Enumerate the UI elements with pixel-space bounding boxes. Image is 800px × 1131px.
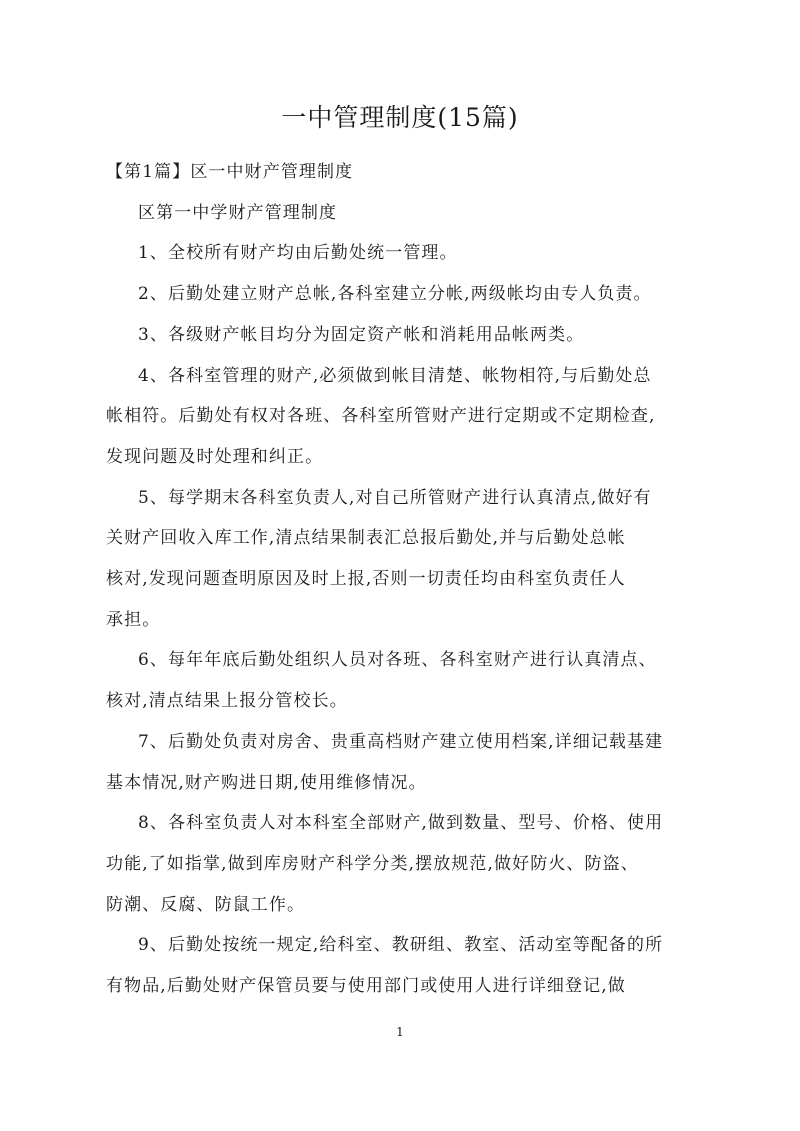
paragraph-line: 发现问题及时处理和纠正。 <box>106 446 324 467</box>
paragraph-line: 4、各科室管理的财产,必须做到帐目清楚、帐物相符,与后勤处总 <box>138 365 652 386</box>
paragraph-line: 6、每年年底后勤处组织人员对各班、各科室财产进行认真清点、 <box>138 650 657 671</box>
paragraph-line: 核对,发现问题查明原因及时上报,否则一切责任均由科室负责任人 <box>106 569 626 590</box>
paragraph-line: 承担。 <box>106 609 161 630</box>
document-body <box>106 152 696 1007</box>
paragraph-line: 2、后勤处建立财产总帐,各科室建立分帐,两级帐均由专人负责。 <box>138 284 652 305</box>
paragraph-line: 8、各科室负责人对本科室全部财产,做到数量、型号、价格、使用 <box>138 813 664 834</box>
paragraph-line: 区第一中学财产管理制度 <box>138 202 338 223</box>
paragraph-line: 5、每学期末各科室负责人,对自己所管财产进行认真清点,做好有 <box>138 487 652 508</box>
paragraph-line: 1、全校所有财产均由后勤处统一管理。 <box>138 243 458 264</box>
paragraph-line: 关财产回收入库工作,清点结果制表汇总报后勤处,并与后勤处总帐 <box>106 528 626 549</box>
paragraph-line: 核对,清点结果上报分管校长。 <box>106 691 348 712</box>
paragraph-line: 7、后勤处负责对房舍、贵重高档财产建立使用档案,详细记载基建 <box>138 731 664 752</box>
paragraph-line: 3、各级财产帐目均分为固定资产帐和消耗用品帐两类。 <box>138 324 585 345</box>
paragraph-line: 有物品,后勤处财产保管员要与使用部门或使用人进行详细登记,做 <box>106 976 626 997</box>
page-number: 1 <box>396 1025 404 1039</box>
paragraph-line: 基本情况,财产购进日期,使用维修情况。 <box>106 772 427 793</box>
paragraph-line: 防潮、反腐、防鼠工作。 <box>106 894 306 915</box>
paragraph-line: 功能,了如指掌,做到库房财产科学分类,摆放规范,做好防火、防盗、 <box>106 853 639 874</box>
paragraph-line: 帐相符。后勤处有权对各班、各科室所管财产进行定期或不定期检查, <box>106 406 656 427</box>
section-heading: 【第1篇】区一中财产管理制度 <box>106 162 354 182</box>
paragraph-line: 9、后勤处按统一规定,给科室、教研组、教室、活动室等配备的所 <box>138 935 664 956</box>
document-title: 一中管理制度(15篇) <box>281 103 519 132</box>
